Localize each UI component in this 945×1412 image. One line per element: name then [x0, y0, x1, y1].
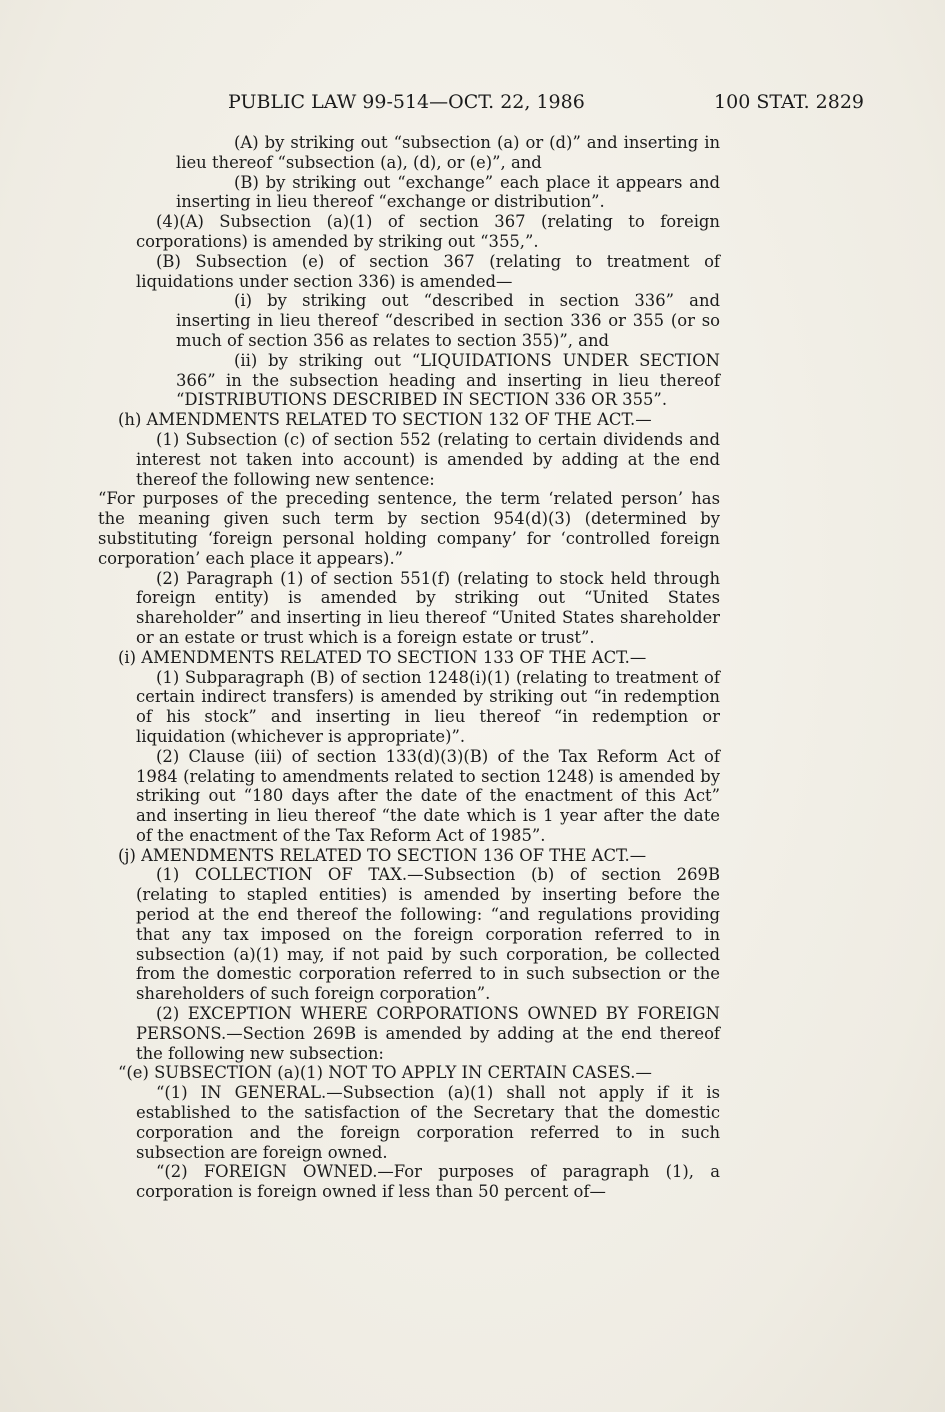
statute-page-number: 100 STAT. 2829 — [714, 91, 864, 113]
paragraph: (B) by striking out “exchange” each place it appears and inserting in lieu thereof “exchange or distribution”. — [176, 172, 720, 212]
section-heading: (j) AMENDMENTS RELATED TO SECTION 136 OF THE ACT.— — [118, 845, 647, 865]
section-heading: “(e) SUBSECTION (a)(1) NOT TO APPLY IN CERTAIN CASES.— — [118, 1063, 652, 1083]
paragraph: “(1) IN GENERAL.—Subsection (a)(1) shall not apply if it is established to the satisfaction of the Secretary that the domestic corporation and the foreign corporation referred to in such subsection are foreign owned. — [136, 1083, 720, 1162]
paragraph: (1) COLLECTION OF TAX.—Subsection (b) of section 269B (relating to stapled entities) is amended by inserting before the period at the end thereof the following: “and regulations providing that any tax imposed on the foreign corporation referred to in subsection (a)(1) may, if not paid by such corporation, be collected from the domestic corporation referred to in such subsection or the shareholders of such foreign corporation”. — [136, 865, 720, 1004]
paragraph: (B) Subsection (e) of section 367 (relating to treatment of liquidations under section 336) is amended— — [136, 251, 720, 291]
paragraph: (ii) by striking out “LIQUIDATIONS UNDER SECTION 366” in the subsection heading and inserting in lieu thereof “DISTRIBUTIONS DESCRIBED IN SECTION 336 OR 355”. — [176, 350, 720, 410]
section-heading: (i) AMENDMENTS RELATED TO SECTION 133 OF THE ACT.— — [118, 647, 647, 667]
paragraph: (i) by striking out “described in section 336” and inserting in lieu thereof “described in section 336 or 355 (or so much of section 356 as relates to section 355)”, and — [176, 291, 720, 350]
section-heading: (h) AMENDMENTS RELATED TO SECTION 132 OF THE ACT.— — [118, 410, 652, 430]
law-citation: PUBLIC LAW 99-514—OCT. 22, 1986 — [228, 91, 585, 113]
paragraph: (2) Clause (iii) of section 133(d)(3)(B) of the Tax Reform Act of 1984 (relating to amendments related to section 1248) is amended by striking out “180 days after the date of the enactment of this Act” and inserting in lieu thereof “the date which is 1 year after the date of the enactment of the Tax Reform Act of 1985”. — [136, 746, 720, 845]
paragraph: (1) Subsection (c) of section 552 (relating to certain dividends and interest not taken into account) is amended by adding at the end thereof the following new sentence: — [136, 429, 720, 489]
paragraph: (2) Paragraph (1) of section 551(f) (relating to stock held through foreign entity) is amended by striking out “United States shareholder” and inserting in lieu thereof “United States shareholder or an estate or trust which is a foreign estate or trust”. — [136, 568, 720, 647]
page-header — [100, 88, 864, 116]
paragraph: “(2) FOREIGN OWNED.—For purposes of paragraph (1), a corporation is foreign owned if less than 50 percent of— — [136, 1162, 720, 1202]
paragraph: “For purposes of the preceding sentence, the term ‘related person’ has the meaning given such term by section 954(d)(3) (determined by substituting ‘foreign personal holding company’ for ‘controlled foreign corporation’ each place it appears).” — [98, 489, 720, 568]
paragraph: (4)(A) Subsection (a)(1) of section 367 (relating to foreign corporations) is amended by striking out “355,”. — [136, 212, 720, 251]
paragraph: (1) Subparagraph (B) of section 1248(i)(1) (relating to treatment of certain indirect transfers) is amended by striking out “in redemption of his stock” and inserting in lieu thereof “in redemption or liquidation (whichever is appropriate)”. — [136, 667, 720, 746]
document-body — [98, 133, 720, 1202]
paragraph: (A) by striking out “subsection (a) or (d)” and inserting in lieu thereof “subsection (a), (d), or (e)”, and — [176, 133, 720, 172]
paragraph: (2) EXCEPTION WHERE CORPORATIONS OWNED BY FOREIGN PERSONS.—Section 269B is amended by adding at the end thereof the following new subsection: — [136, 1004, 720, 1063]
